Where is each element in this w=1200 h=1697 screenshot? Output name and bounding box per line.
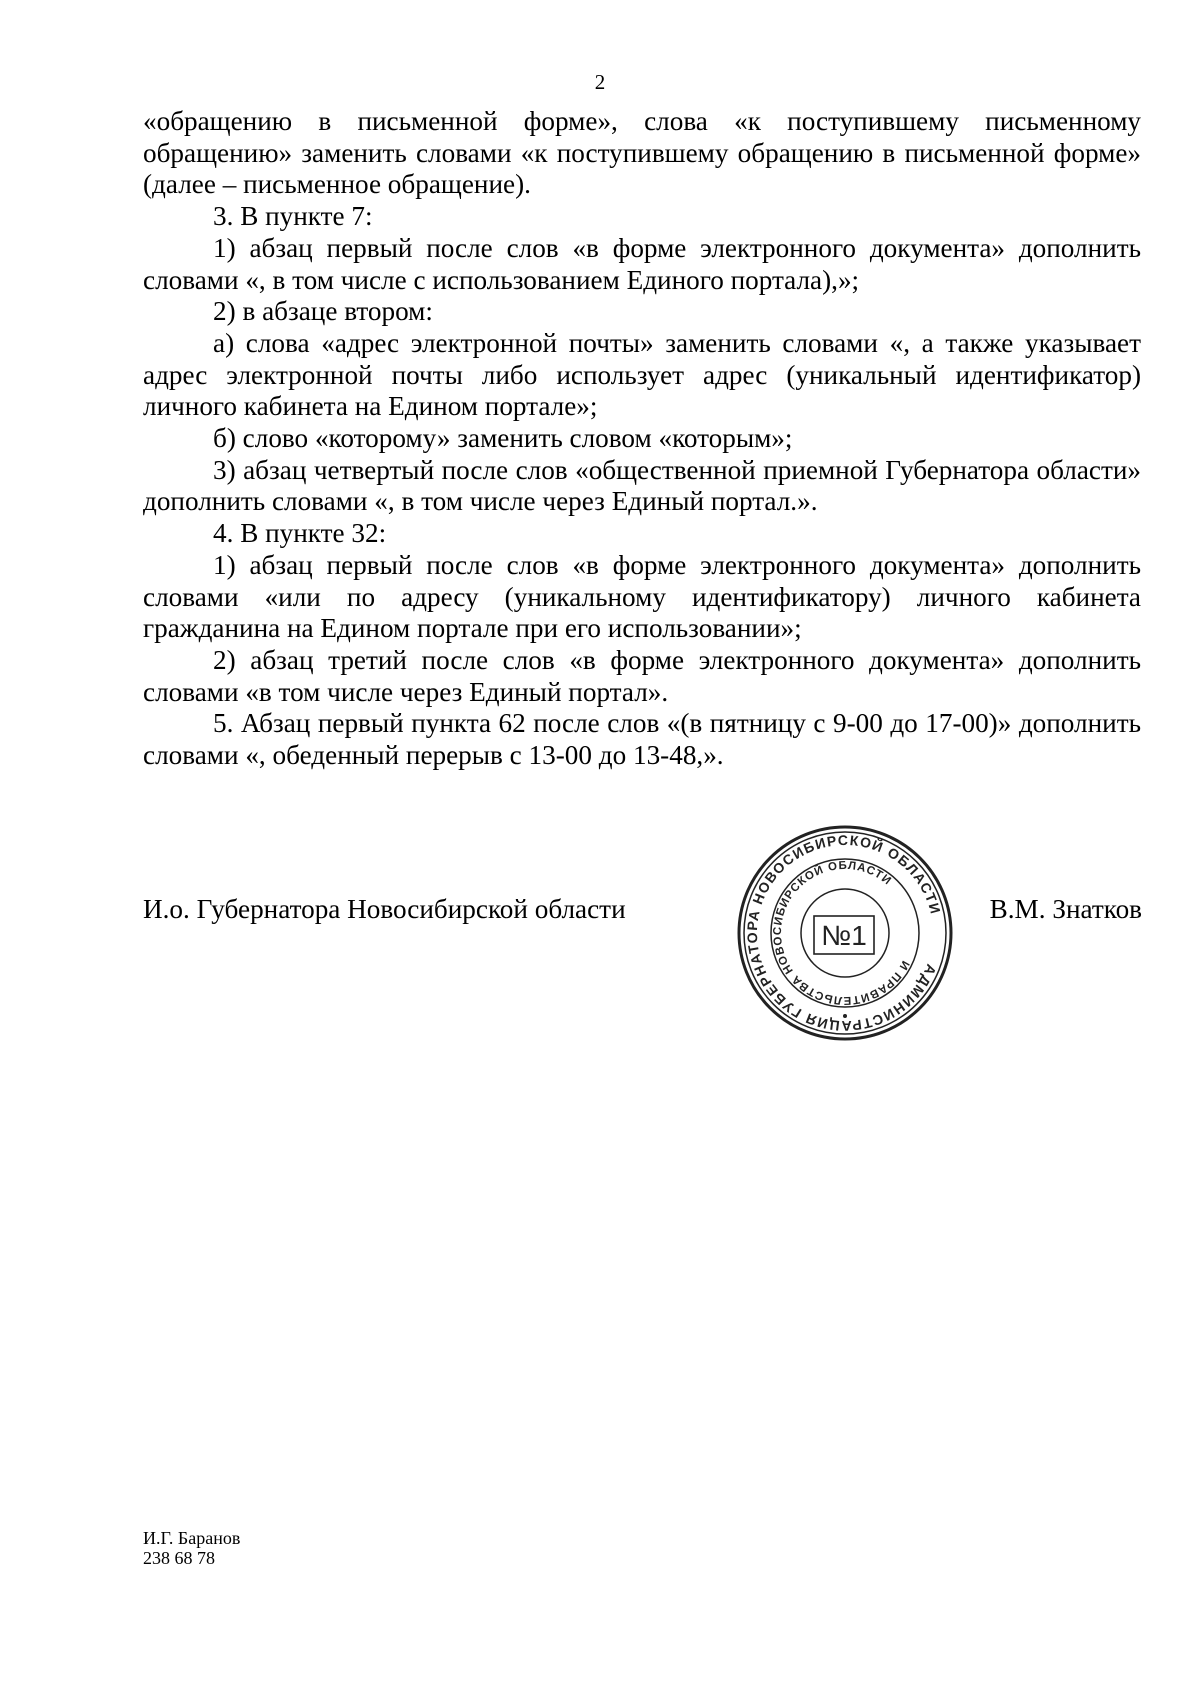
paragraph: «обращению в письменной форме», слова «к поступившему письменному обращению» заменить словами «к поступившему обращению в письменной форме» (далее – письменное обращение). xyxy=(143,106,1141,200)
seal-number: №1 xyxy=(821,920,867,951)
executor-block xyxy=(143,1528,240,1568)
paragraph: 2) в абзаце втором: xyxy=(213,296,433,327)
paragraph: 1) абзац первый после слов «в форме электронного документа» дополнить словами «, в том числе с использованием Единого портала),»; xyxy=(143,232,1141,295)
page-number: 2 xyxy=(594,70,606,94)
seal-inner-text: И ПРАВИТЕЛЬСТВА НОВОСИБИРСКОЙ ОБЛАСТИ xyxy=(771,859,912,1007)
signatory-title: И.о. Губернатора Новосибирской области xyxy=(143,894,626,924)
seal-outer-text: АДМИНИСТРАЦИЯ ГУБЕРНАТОРА НОВОСИБИРСКОЙ ОБЛАСТИ xyxy=(743,831,945,1035)
signatory-name: В.М. Знатков xyxy=(989,894,1142,924)
paragraph: 2) абзац третий после слов «в форме электронного документа» дополнить словами «в том числе через Единый портал». xyxy=(143,644,1141,707)
paragraph: 3) абзац четвертый после слов «общественной приемной Губернатора области» дополнить словами «, в том числе через Единый портал.». xyxy=(143,454,1141,517)
document-body xyxy=(143,106,1141,772)
official-seal xyxy=(734,822,956,1044)
paragraph: 1) абзац первый после слов «в форме электронного документа» дополнить словами «или по адресу (уникальному идентификатору) личного кабинета гражданина на Едином портале при его использовании»; xyxy=(143,549,1141,644)
paragraph: б) слово «которому» заменить словом «которым»; xyxy=(213,423,793,454)
paragraph: 4. В пункте 32: xyxy=(213,518,387,549)
executor-name: И.Г. Баранов xyxy=(143,1528,241,1548)
paragraph: а) слова «адрес электронной почты» заменить словами «, а также указывает адрес электронной почты либо использует адрес (уникальный идентификатор) личного кабинета на Едином портале»; xyxy=(143,327,1141,422)
paragraph: 5. Абзац первый пункта 62 после слов «(в пятницу с 9-00 до 17-00)» дополнить словами «, обеденный перерыв с 13-00 до 13-48,». xyxy=(143,708,1141,771)
executor-phone: 238 68 78 xyxy=(143,1548,215,1568)
seal-dot xyxy=(843,1014,847,1018)
paragraph: 3. В пункте 7: xyxy=(213,201,373,232)
